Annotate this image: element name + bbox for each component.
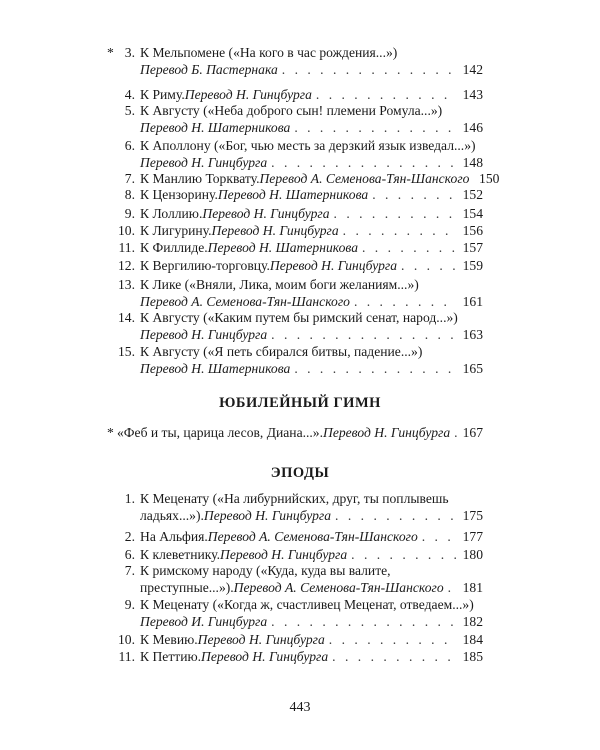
entry-body <box>140 44 483 78</box>
entry-line <box>140 276 483 293</box>
page-ref: 152 <box>462 187 483 202</box>
entry-title: К Августу («Неба доброго сын! племени Ромула...») <box>140 103 443 118</box>
toc-entry <box>113 490 483 524</box>
translator-credit: Перевод Б. Пастернака <box>140 62 278 77</box>
entry-number: 6. <box>124 547 135 562</box>
page-ref: 185 <box>462 649 483 664</box>
page-number: 443 <box>289 700 311 715</box>
dot-leader <box>294 119 457 136</box>
dot-leader <box>329 631 457 648</box>
entry-line <box>140 222 483 239</box>
dot-leader <box>282 61 457 78</box>
toc-entry <box>113 309 483 343</box>
toc-entry <box>107 424 483 441</box>
entry-title: К Вергилию-торговцу. <box>140 258 270 273</box>
entry-line <box>140 309 483 326</box>
entry-number: 10. <box>118 632 135 647</box>
entry-line <box>140 490 483 507</box>
entry-body <box>140 239 483 256</box>
entry-title: К Августу («Каким путем бы римский сенат, народ...») <box>140 310 458 325</box>
translator-credit: Перевод Н. Гинцбурга <box>269 258 398 273</box>
toc-entry <box>113 205 483 222</box>
toc-entry <box>113 137 483 171</box>
page-ref: 156 <box>462 223 483 238</box>
page-ref: 148 <box>462 155 483 170</box>
entry-body <box>140 562 483 596</box>
translator-credit: Перевод Н. Гинцбурга <box>140 155 268 170</box>
entry-body <box>140 528 483 545</box>
dot-leader <box>316 86 457 103</box>
entry-number: 11. <box>118 240 135 255</box>
translator-credit: Перевод А. Семенова-Тян-Шанского <box>207 529 418 544</box>
toc-entry <box>113 239 483 256</box>
page-ref: 175 <box>462 508 483 523</box>
entry-number: 8. <box>124 187 135 202</box>
asterisk-marker: * <box>107 45 114 60</box>
entry-number: 9. <box>124 597 135 612</box>
entry-body <box>140 490 483 524</box>
page-ref: 143 <box>462 87 483 102</box>
entry-line <box>140 648 483 665</box>
entry-number: 9. <box>124 206 135 221</box>
entry-line <box>140 507 483 524</box>
entry-number: 15. <box>118 344 135 359</box>
translator-credit: Перевод Н. Гинцбурга <box>184 87 312 102</box>
dot-leader <box>454 424 457 441</box>
entry-title: К Цензорину. <box>140 187 218 202</box>
page-ref: 146 <box>462 120 483 135</box>
asterisk-marker: * <box>107 425 114 440</box>
toc-entry <box>113 596 483 630</box>
entry-number: 10. <box>118 223 135 238</box>
entry-body <box>140 343 483 377</box>
entry-line <box>140 293 483 310</box>
dot-leader <box>294 360 457 377</box>
entry-title: К Лигурину. <box>140 223 212 238</box>
translator-credit: Перевод Н. Гинцбурга <box>140 327 268 342</box>
entry-body <box>140 309 483 343</box>
entry-title: преступные...»). <box>140 580 234 595</box>
dot-leader <box>354 293 457 310</box>
entry-line <box>140 154 483 171</box>
entry-number: 1. <box>124 491 135 506</box>
entry-number: 7. <box>124 563 135 578</box>
entry-line <box>117 424 483 441</box>
entry-number: 6. <box>124 138 135 153</box>
entry-number: 7. <box>124 171 135 186</box>
dot-leader <box>271 154 457 171</box>
entry-title: К Мевию. <box>140 632 198 647</box>
page-ref: 161 <box>462 294 483 309</box>
entry-body <box>140 170 500 187</box>
page-ref: 150 <box>479 171 500 186</box>
entry-body <box>140 186 483 203</box>
entry-title: К Августу («Я петь сбирался битвы, падение...») <box>140 344 423 359</box>
dot-leader <box>362 239 457 256</box>
entry-body <box>140 257 483 274</box>
section-heading-epodes: ЭПОДЫ <box>270 465 330 481</box>
page-ref: 159 <box>462 258 483 273</box>
entry-number: 11. <box>118 649 135 664</box>
dot-leader <box>335 507 457 524</box>
entry-line <box>140 546 483 563</box>
page-ref: 165 <box>462 361 483 376</box>
entry-body <box>140 102 483 136</box>
entry-title: ладьях...»). <box>140 508 204 523</box>
toc-entry <box>113 528 483 545</box>
page-ref: 184 <box>462 632 483 647</box>
entry-title: К Риму. <box>140 87 185 102</box>
entry-body <box>140 648 483 665</box>
entry-line <box>140 186 483 203</box>
translator-credit: Перевод Н. Гинцбурга <box>220 547 348 562</box>
entry-title: К Мельпомене («На кого в час рождения...») <box>140 45 398 60</box>
translator-credit: Перевод А. Семенова-Тян-Шанского <box>140 294 350 309</box>
entry-body <box>140 222 483 239</box>
toc-entry <box>107 44 483 78</box>
dot-leader <box>401 257 457 274</box>
dot-leader <box>332 648 457 665</box>
entry-number: 14. <box>118 310 135 325</box>
entry-line <box>140 528 483 545</box>
entry-line <box>140 239 483 256</box>
page-ref: 154 <box>462 206 483 221</box>
toc-entry <box>113 170 500 187</box>
toc-entry <box>113 631 483 648</box>
entry-line <box>140 326 483 343</box>
entry-line <box>140 257 483 274</box>
entry-body <box>140 546 483 563</box>
entry-body <box>140 205 483 222</box>
entry-title: К Лике («Вняли, Лика, моим боги желаниям...») <box>140 277 419 292</box>
entry-line <box>140 119 483 136</box>
toc-entry <box>113 257 483 274</box>
translator-credit: Перевод Н. Гинцбурга <box>201 649 329 664</box>
entry-title: «Феб и ты, царица лесов, Диана...». <box>117 425 323 440</box>
translator-credit: Перевод Н. Гинцбурга <box>203 508 332 523</box>
entry-line <box>140 61 483 78</box>
entry-number: 13. <box>118 277 135 292</box>
entry-body <box>140 86 483 103</box>
entry-line <box>140 170 500 187</box>
entry-title: К клеветнику. <box>140 547 220 562</box>
entry-body <box>140 276 483 310</box>
page-ref: 142 <box>462 62 483 77</box>
translator-credit: Перевод Н. Гинцбурга <box>211 223 339 238</box>
entry-line <box>140 86 483 103</box>
dot-leader <box>271 326 457 343</box>
entry-line <box>140 205 483 222</box>
entry-number: 12. <box>118 258 135 273</box>
entry-line <box>140 343 483 360</box>
dot-leader <box>351 546 457 563</box>
page-ref: 182 <box>462 614 483 629</box>
page-ref: 177 <box>462 529 483 544</box>
dot-leader <box>422 528 457 545</box>
translator-credit: Перевод А. Семенова-Тян-Шанского <box>259 171 470 186</box>
dot-leader <box>372 186 457 203</box>
translator-credit: Перевод Н. Гинцбурга <box>202 206 330 221</box>
entry-body <box>140 631 483 648</box>
entry-title: На Альфия. <box>140 529 208 544</box>
toc-entry <box>113 186 483 203</box>
entry-line <box>140 102 483 119</box>
toc-entry <box>113 276 483 310</box>
entry-title: К Меценату («На либурнийских, друг, ты поплывешь <box>140 491 449 506</box>
entry-number: 5. <box>124 103 135 118</box>
entry-line <box>140 579 483 596</box>
entry-number: 4. <box>124 87 135 102</box>
toc-entry <box>113 86 483 103</box>
entry-title: К Лоллию. <box>140 206 203 221</box>
dot-leader <box>271 613 457 630</box>
toc-entry <box>113 102 483 136</box>
translator-credit: Перевод Н. Гинцбурга <box>323 425 451 440</box>
entry-title: К Филлиде. <box>140 240 208 255</box>
dot-leader <box>334 205 457 222</box>
entry-body <box>140 596 483 630</box>
page-ref: 163 <box>462 327 483 342</box>
toc-entry <box>113 648 483 665</box>
toc-entry <box>113 343 483 377</box>
entry-number: 3. <box>124 45 135 60</box>
dot-leader <box>448 579 457 596</box>
translator-credit: Перевод А. Семенова-Тян-Шанского <box>233 580 444 595</box>
toc-entry <box>113 222 483 239</box>
entry-title: К Меценату («Когда ж, счастливец Меценат, отведаем...») <box>140 597 474 612</box>
entry-body <box>117 424 483 441</box>
dot-leader <box>343 222 457 239</box>
entry-line <box>140 44 483 61</box>
entry-line <box>140 596 483 613</box>
translator-credit: Перевод Н. Шатерникова <box>217 187 369 202</box>
translator-credit: Перевод Н. Шатерникова <box>140 361 291 376</box>
entry-title: К Аполлону («Бог, чью месть за дерзкий язык изведал...») <box>140 138 476 153</box>
translator-credit: Перевод И. Гинцбурга <box>140 614 268 629</box>
translator-credit: Перевод Н. Шатерникова <box>207 240 358 255</box>
page-ref: 181 <box>462 580 483 595</box>
entry-line <box>140 562 483 579</box>
entry-title: К Манлию Торквату. <box>140 171 260 186</box>
entry-title: К римскому народу («Куда, куда вы валите, <box>140 563 391 578</box>
entry-title: К Петтию. <box>140 649 202 664</box>
translator-credit: Перевод Н. Гинцбурга <box>197 632 325 647</box>
section-heading-jubilee-hymn: ЮБИЛЕЙНЫЙ ГИМН <box>219 395 381 411</box>
entry-line <box>140 137 483 154</box>
translator-credit: Перевод Н. Шатерникова <box>140 120 291 135</box>
entry-body <box>140 137 483 171</box>
toc-entry <box>113 562 483 596</box>
toc-entry <box>113 546 483 563</box>
page-ref: 167 <box>462 425 483 440</box>
entry-line <box>140 631 483 648</box>
entry-line <box>140 613 483 630</box>
entry-line <box>140 360 483 377</box>
page-ref: 157 <box>462 240 483 255</box>
page-ref: 180 <box>462 547 483 562</box>
entry-number: 2. <box>124 529 135 544</box>
